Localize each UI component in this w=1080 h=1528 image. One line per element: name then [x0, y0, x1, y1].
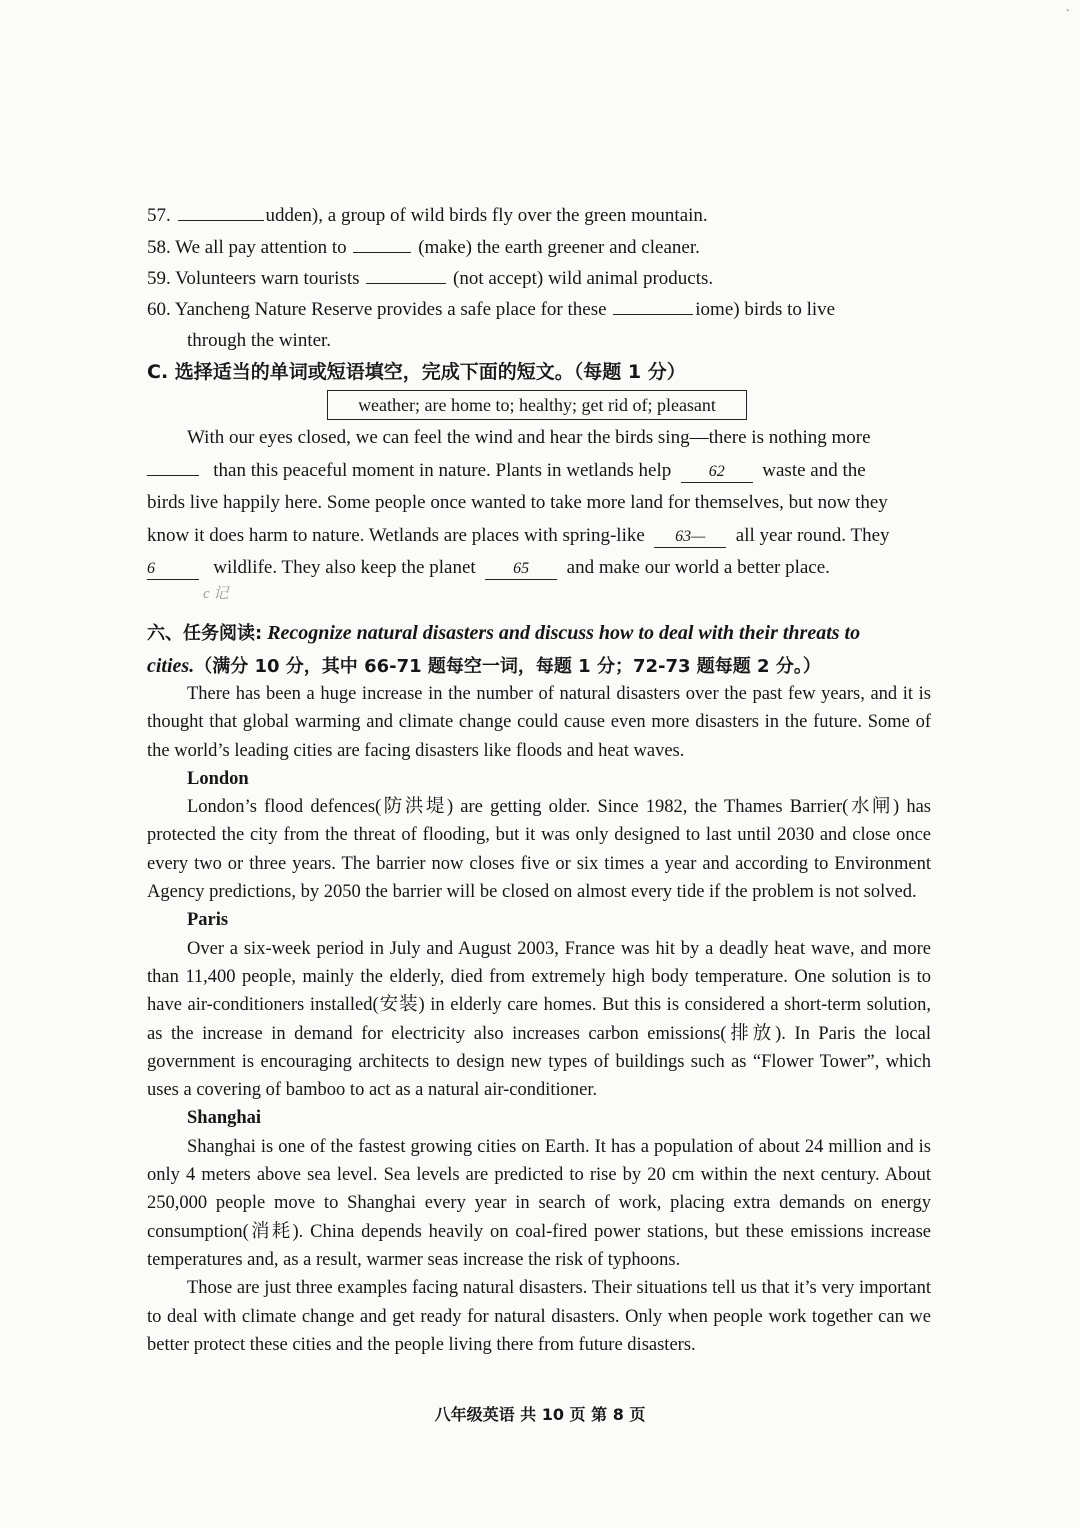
paris-heading: Paris: [187, 910, 229, 931]
answer-blank-62[interactable]: 62: [681, 462, 753, 483]
shanghai-paragraph: Shanghai is one of the fastest growing cities on Earth. It has a population of about 24 million and is only 4 meters above sea level. Sea levels are predicted to rise by 20 cm within the next century. About 250,000 people move to Shanghai every year in search of work, placing extra demands on energy consumption(消耗). China depends heavily on coal-fired power stations, but these emissions increase temperatures and, as a result, warmer seas increase the risk of typhoons.: [147, 1136, 931, 1270]
answer-blank-59[interactable]: [366, 265, 446, 284]
passage-line-2a: than this peaceful moment in nature. Plants in wetlands help: [213, 459, 672, 481]
passage-line-5b: and make our world a better place.: [566, 557, 830, 578]
passage-line-3: birds live happily here. Some people once wanted to take more land for themselves, but now they: [147, 492, 888, 513]
passage-line-2: [147, 455, 933, 488]
answer-blank-61[interactable]: [147, 457, 199, 476]
passage-line-4b: all year round. They: [735, 524, 890, 546]
section-six-heading: [147, 617, 937, 683]
question-58-post: (make) the earth greener and cleaner.: [418, 237, 700, 258]
article-intro: There has been a huge increase in the number of natural disasters over the past few years, and it is thought that global warming and climate change could cause even more disasters in the future. Some of the world’s leading cities are facing disasters like floods and heat waves.: [147, 684, 931, 761]
question-58: [147, 232, 937, 263]
corner-mark: ·: [1065, 4, 1070, 19]
question-59-pre: 59. Volunteers warn tourists: [147, 268, 360, 289]
question-59: [147, 263, 937, 294]
passage-line-5a: wildlife. They also keep the planet: [213, 557, 476, 578]
london-heading: London: [187, 768, 249, 789]
question-59-post: (not accept) wild animal products.: [453, 268, 714, 289]
answer-blank-63[interactable]: 63—: [654, 527, 726, 548]
paris-paragraph: Over a six-week period in July and August 2003, France was hit by a deadly heat wave, and more than 11,400 people, mainly the elderly, died from extremely high body temperature. One solution is to have air-conditioners installed(安装) in elderly care homes. But this is considered a short-term solution, as the increase in demand for electricity also increases carbon emissions(排放). In Paris the local government is encouraging architects to design new types of buildings such as “Flower Tower”, which uses a covering of bamboo to act as a natural air-conditioner.: [147, 938, 931, 1101]
question-57-number: 57.: [147, 205, 171, 226]
page-footer: 八年级英语 共 10 页 第 8 页: [434, 1405, 646, 1424]
answer-blank-57[interactable]: [178, 202, 264, 221]
question-58-pre: 58. We all pay attention to: [147, 237, 347, 258]
question-57: [147, 200, 937, 231]
word-bank-box: weather; are home to; healthy; get rid of; pleasant: [327, 390, 747, 420]
section-six-title: Recognize natural disasters and discuss how to deal with their threats to: [267, 622, 861, 644]
section-six-title-2: cities.: [147, 655, 195, 677]
answer-blank-58[interactable]: [353, 234, 411, 253]
passage-line-1: With our eyes closed, we can feel the wind and hear the birds sing—there is nothing more: [187, 427, 871, 448]
passage-line-4: [147, 520, 933, 553]
answer-blank-65[interactable]: 65: [485, 559, 557, 580]
reading-article: [147, 680, 931, 1359]
section-c-passage: [147, 422, 933, 585]
passage-line-2b: waste and the: [762, 459, 866, 481]
passage-line-4a: know it does harm to nature. Wetlands are places with spring-like: [147, 524, 645, 546]
answer-blank-64[interactable]: 6: [147, 559, 199, 580]
question-57-text: udden), a group of wild birds fly over the green mountain.: [265, 205, 708, 226]
question-60: [147, 294, 937, 356]
london-paragraph: London’s flood defences(防洪堤) are getting older. Since 1982, the Thames Barrier(水闸) has protected the city from the threat of flooding, but it was only designed to last until 2030 and close once every two or three years. The barrier now closes five or six times a year and according to Environment Agency predictions, by 2050 the barrier will be closed on almost every tide if the problem is not solved.: [147, 797, 931, 903]
shanghai-heading: Shanghai: [187, 1108, 262, 1129]
question-60-post: iome) birds to live: [695, 299, 836, 320]
passage-line-5: [147, 552, 933, 585]
answer-blank-60[interactable]: [613, 296, 693, 315]
question-60-pre: 60. Yancheng Nature Reserve provides a safe place for these: [147, 299, 607, 320]
section-six-scoring: （满分 10 分，其中 66-71 题每空一词，每题 1 分；72-73 题每题 2 分。）: [194, 656, 821, 677]
section-c-heading: C. 选择适当的单词或短语填空，完成下面的短文。（每题 1 分）: [147, 361, 686, 383]
pencil-note: c 记: [203, 586, 229, 602]
question-60-line2: through the winter.: [187, 330, 332, 351]
article-conclusion: Those are just three examples facing natural disasters. Their situations tell us that it’s very important to deal with climate change and get ready for natural disasters. Only when people work together can we better protect these cities and the people living there from future disasters.: [147, 1278, 931, 1355]
section-six-label: 六、任务阅读:: [147, 623, 263, 644]
